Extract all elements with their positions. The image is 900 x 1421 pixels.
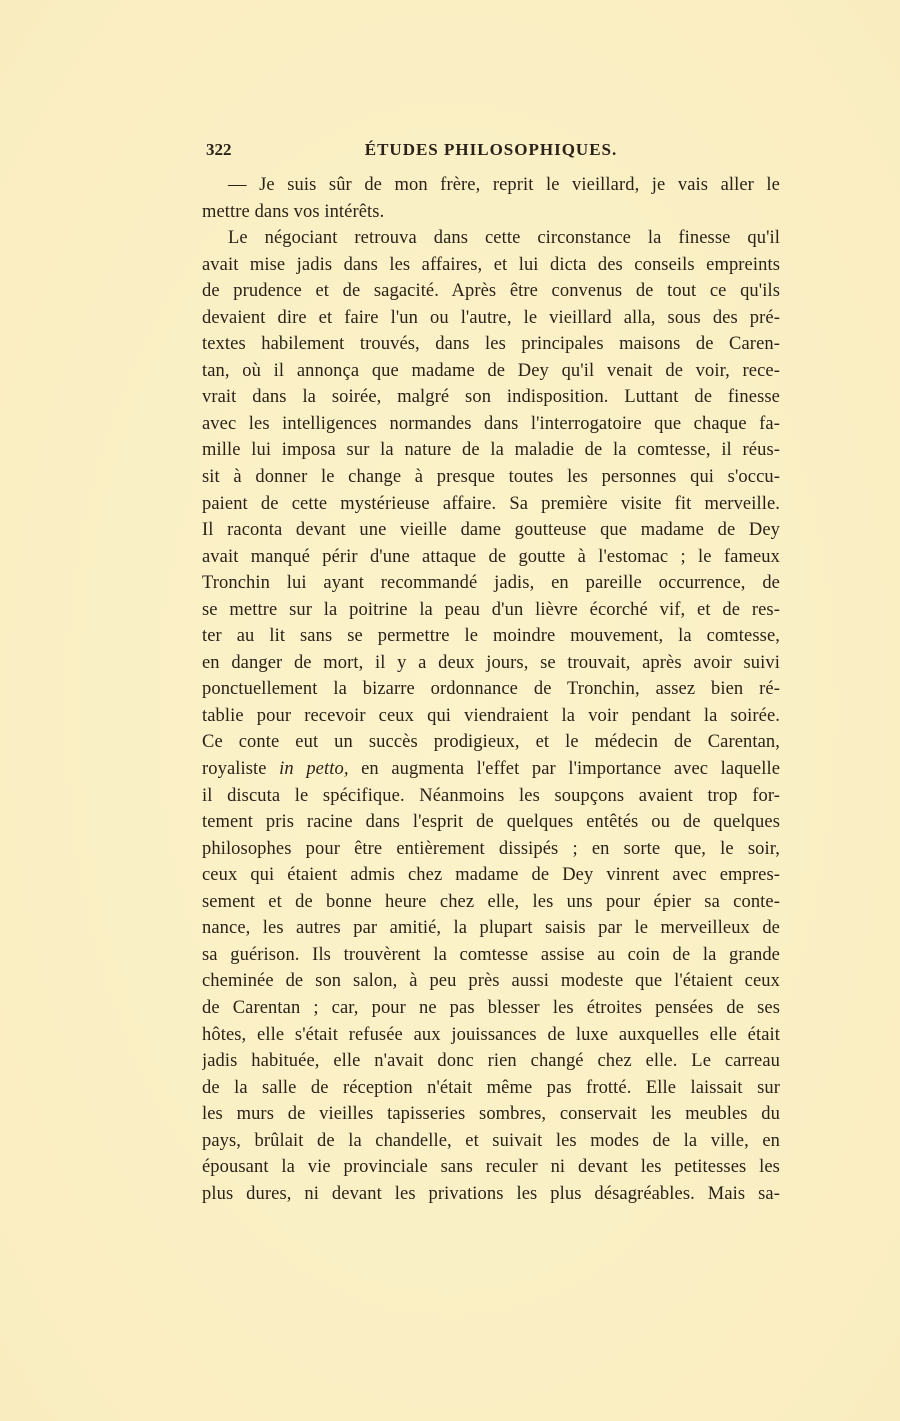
text-fragment: royaliste	[202, 759, 280, 780]
text-line: se mettre sur la poitrine la peau d'un lièvre écorché vif, et de res-	[202, 599, 780, 620]
text-line: — Je suis sûr de mon frère, reprit le vieillard, je vais aller le	[228, 175, 780, 195]
text-line: Le négociant retrouva dans cette circonstance la finesse qu'il	[228, 228, 780, 249]
text-line: textes habilement trouvés, dans les principales maisons de Caren-	[202, 334, 780, 355]
italic-phrase: in petto,	[279, 759, 349, 780]
text-line: mille lui imposa sur la nature de la maladie de la comtesse, il réus-	[202, 440, 780, 461]
text-line: ceux qui étaient admis chez madame de Dey vinrent avec empres-	[202, 865, 780, 886]
text-line: avait mise jadis dans les affaires, et lui dicta des conseils empreints	[202, 254, 780, 275]
text-line: avait manqué périr d'une attaque de goutte à l'estomac ; le fameux	[202, 546, 780, 567]
text-line: sa guérison. Ils trouvèrent la comtesse assise au coin de la grande	[202, 944, 780, 965]
text-line: de la salle de réception n'était même pas frotté. Elle laissait sur	[202, 1077, 780, 1098]
text-line: cheminée de son salon, à peu près aussi modeste que l'étaient ceux	[202, 971, 780, 992]
text-line: pays, brûlait de la chandelle, et suivait les modes de la ville, en	[202, 1130, 780, 1151]
running-title: ÉTUDES PHILOSOPHIQUES.	[364, 140, 618, 159]
page-number: 322	[206, 140, 232, 159]
text-line: tan, où il annonça que madame de Dey qu'il venait de voir, rece-	[202, 360, 780, 381]
text-line: nance, les autres par amitié, la plupart saisis par le merveilleux de	[202, 918, 780, 939]
text-line: hôtes, elle s'était refusée aux jouissances de luxe auxquelles elle était	[202, 1024, 780, 1045]
text-line: jadis habituée, elle n'avait donc rien changé chez elle. Le carreau	[202, 1051, 780, 1072]
text-line: il discuta le spécifique. Néanmoins les soupçons avaient trop for-	[202, 785, 780, 806]
text-line: Il raconta devant une vieille dame goutteuse que madame de Dey	[202, 520, 780, 541]
text-line: ponctuellement la bizarre ordonnance de Tronchin, assez bien ré-	[202, 679, 780, 700]
text-line: philosophes pour être entièrement dissipés ; en sorte que, le soir,	[202, 838, 780, 859]
text-line: ter au lit sans se permettre le moindre mouvement, la comtesse,	[202, 626, 780, 647]
text-line: tement pris racine dans l'esprit de quelques entêtés ou de quelques	[202, 812, 780, 833]
text-line: Tronchin lui ayant recommandé jadis, en pareille occurrence, de	[202, 573, 780, 594]
body-text	[202, 172, 780, 1207]
text-line: sement et de bonne heure chez elle, les uns pour épier sa conte-	[202, 891, 780, 912]
text-line	[202, 756, 780, 783]
text-line: Ce conte eut un succès prodigieux, et le médecin de Carentan,	[202, 732, 780, 753]
text-line: de prudence et de sagacité. Après être convenus de tout ce qu'ils	[202, 281, 780, 302]
text-line: épousant la vie provinciale sans reculer ni devant les petitesses les	[202, 1157, 780, 1178]
text-line: devaient dire et faire l'un ou l'autre, le vieillard alla, sous des pré-	[202, 307, 780, 328]
text-line: plus dures, ni devant les privations les plus désagréables. Mais sa-	[202, 1183, 780, 1204]
text-line: avec les intelligences normandes dans l'interrogatoire que chaque fa-	[202, 413, 780, 434]
text-line: vrait dans la soirée, malgré son indisposition. Luttant de finesse	[202, 387, 780, 408]
text-line: de Carentan ; car, pour ne pas blesser les étroites pensées de ses	[202, 997, 780, 1018]
text-line: mettre dans vos intérêts.	[202, 201, 385, 222]
text-line: paient de cette mystérieuse affaire. Sa première visite fit merveille.	[202, 493, 780, 514]
running-header	[202, 140, 780, 166]
text-line: en danger de mort, il y a deux jours, se trouvait, après avoir suivi	[202, 652, 780, 673]
text-line: les murs de vieilles tapisseries sombres, conservait les meubles du	[202, 1104, 780, 1125]
text-line: sit à donner le change à presque toutes les personnes qui s'occu-	[202, 467, 780, 488]
text-fragment: en augmenta l'effet par l'importance avec laquelle	[348, 759, 780, 780]
text-line: tablie pour recevoir ceux qui viendraient la voir pendant la soirée.	[202, 705, 780, 726]
